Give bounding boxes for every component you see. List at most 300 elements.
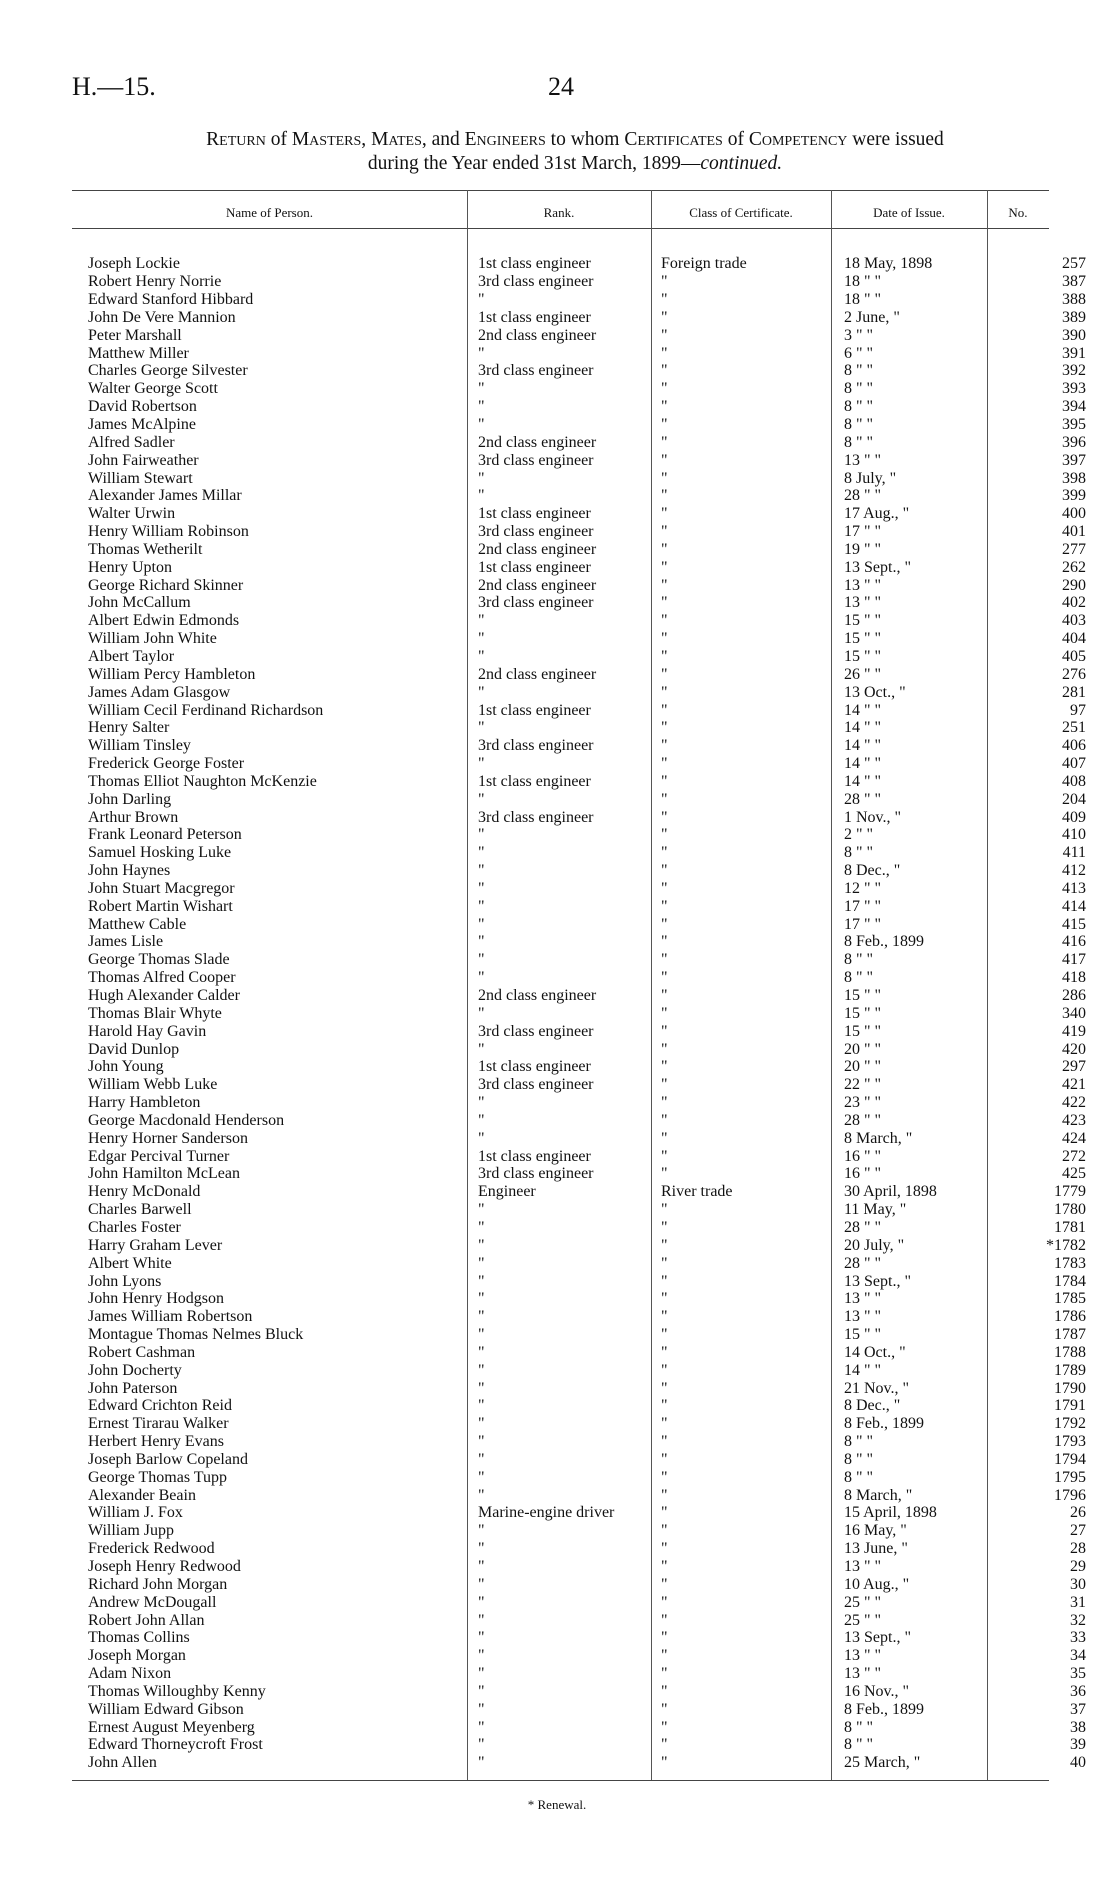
cell-name: Ernest Tirarau Walker — [88, 1415, 229, 1433]
cell-class: " — [661, 505, 668, 523]
cell-rank: " — [478, 1415, 485, 1433]
cell-class: " — [661, 1468, 668, 1486]
cell-rank: 1st class engineer — [478, 772, 591, 790]
cell-rank: " — [478, 630, 485, 648]
cell-rank: " — [478, 416, 485, 434]
cell-rank: 2nd class engineer — [478, 540, 597, 558]
cell-date: 8 " " — [844, 416, 874, 434]
title-word: were issued — [852, 129, 944, 150]
cell-name: Alexander Beain — [88, 1486, 196, 1504]
cell-date: 13 " " — [844, 1558, 882, 1576]
table-row — [88, 558, 1090, 576]
cell-no: 37 — [1070, 1700, 1086, 1718]
cell-no: 277 — [1062, 540, 1086, 558]
cell-date: 25 March, " — [844, 1754, 921, 1772]
cell-name: Albert Edwin Edmonds — [88, 612, 240, 630]
cell-rank: 1st class engineer — [478, 1147, 591, 1165]
cell-class: " — [661, 612, 668, 630]
title-word: Masters, — [291, 129, 367, 150]
cell-no: 391 — [1062, 344, 1086, 362]
cell-rank: " — [478, 1754, 485, 1772]
cell-name: William Percy Hambleton — [88, 665, 256, 683]
cell-rank: " — [478, 1111, 485, 1129]
cell-class: " — [661, 1272, 668, 1290]
table-row — [88, 790, 1090, 808]
cell-name: Albert White — [88, 1254, 172, 1272]
cell-no: 404 — [1062, 630, 1086, 648]
cell-date: 13 " " — [844, 1665, 882, 1683]
cell-class: " — [661, 1379, 668, 1397]
table-row — [88, 362, 1090, 380]
cell-class: " — [661, 1575, 668, 1593]
cell-no: 1779 — [1054, 1183, 1086, 1201]
cell-rank: " — [478, 1218, 485, 1236]
cell-date: 13 Oct., " — [844, 683, 906, 701]
table-row — [88, 1219, 1090, 1237]
cell-rank: Engineer — [478, 1183, 536, 1201]
table-row — [88, 1022, 1090, 1040]
cell-date: 25 " " — [844, 1611, 882, 1629]
cell-no: 27 — [1070, 1522, 1086, 1540]
cell-rank: " — [478, 790, 485, 808]
cell-name: George Richard Skinner — [88, 576, 244, 594]
cell-no: 257 — [1062, 255, 1086, 273]
cell-class: " — [661, 630, 668, 648]
cell-rank: 3rd class engineer — [478, 1022, 594, 1040]
cell-no: 1795 — [1054, 1468, 1086, 1486]
cell-name: Peter Marshall — [88, 326, 182, 344]
cell-no: 410 — [1062, 826, 1086, 844]
table-row — [88, 1754, 1090, 1772]
table-row — [88, 505, 1090, 523]
table-row — [88, 1397, 1090, 1415]
cell-date: 17 " " — [844, 523, 882, 541]
cell-name: James William Robertson — [88, 1308, 253, 1326]
table-row — [88, 255, 1090, 273]
cell-no: 416 — [1062, 933, 1086, 951]
cell-date: 13 Sept., " — [844, 558, 911, 576]
cell-class: " — [661, 1129, 668, 1147]
table-row — [88, 772, 1090, 790]
cell-date: 20 " " — [844, 1058, 882, 1076]
cell-no: 412 — [1062, 862, 1086, 880]
table-row — [88, 487, 1090, 505]
cell-no: 417 — [1062, 951, 1086, 969]
cell-name: Charles Foster — [88, 1218, 181, 1236]
table-row — [88, 398, 1090, 416]
table-row — [88, 1611, 1090, 1629]
cell-rank: " — [478, 1629, 485, 1647]
cell-no: 31 — [1070, 1593, 1086, 1611]
cell-date: 8 " " — [844, 380, 874, 398]
table-row — [88, 1308, 1090, 1326]
cell-date: 26 " " — [844, 665, 882, 683]
cell-rank: " — [478, 915, 485, 933]
cell-name: Henry William Robinson — [88, 523, 249, 541]
table-row — [88, 309, 1090, 327]
table-row — [88, 915, 1090, 933]
cell-date: 25 " " — [844, 1593, 882, 1611]
table-row — [88, 1326, 1090, 1344]
cell-no: 400 — [1062, 505, 1086, 523]
table-row — [88, 1112, 1090, 1130]
table-row — [88, 380, 1090, 398]
cell-rank: 3rd class engineer — [478, 523, 594, 541]
cell-no: 421 — [1062, 1076, 1086, 1094]
table-row — [88, 326, 1090, 344]
cell-class: " — [661, 808, 668, 826]
cell-date: 14 " " — [844, 1361, 882, 1379]
cell-rank: " — [478, 1272, 485, 1290]
table-row — [88, 969, 1090, 987]
cell-name: Harold Hay Gavin — [88, 1022, 207, 1040]
cell-rank: 3rd class engineer — [478, 273, 594, 291]
cell-no: 1789 — [1054, 1361, 1086, 1379]
cell-class: " — [661, 1629, 668, 1647]
cell-class: " — [661, 469, 668, 487]
cell-no: 396 — [1062, 433, 1086, 451]
cell-rank: " — [478, 647, 485, 665]
cell-class: " — [661, 1558, 668, 1576]
page-code: H.—15. — [72, 72, 156, 101]
table-row — [88, 612, 1090, 630]
cell-date: 10 Aug., " — [844, 1575, 910, 1593]
cell-date: 15 " " — [844, 1022, 882, 1040]
cell-rank: 3rd class engineer — [478, 362, 594, 380]
table-row — [88, 1147, 1090, 1165]
cell-no: 40 — [1070, 1754, 1086, 1772]
cell-date: 8 Dec., " — [844, 1397, 901, 1415]
table-row — [88, 808, 1090, 826]
cell-name: Albert Taylor — [88, 647, 175, 665]
cell-date: 21 Nov., " — [844, 1379, 910, 1397]
cell-no: 251 — [1062, 719, 1086, 737]
cell-no: 290 — [1062, 576, 1086, 594]
cell-class: " — [661, 1201, 668, 1219]
cell-name: Edgar Percival Turner — [88, 1147, 230, 1165]
cell-name: Thomas Blair Whyte — [88, 1004, 222, 1022]
title-word: Certificates — [624, 129, 723, 150]
cell-date: 14 " " — [844, 719, 882, 737]
table-row — [88, 469, 1090, 487]
cell-rank: " — [478, 1433, 485, 1451]
cell-class: " — [661, 1540, 668, 1558]
title-word: Return — [206, 129, 266, 150]
cell-no: 403 — [1062, 612, 1086, 630]
cell-rank: " — [478, 1682, 485, 1700]
cell-date: 14 " " — [844, 701, 882, 719]
cell-class: " — [661, 1433, 668, 1451]
cell-rank: " — [478, 1129, 485, 1147]
table-row — [88, 273, 1090, 291]
cell-date: 2 June, " — [844, 308, 900, 326]
cell-rank: " — [478, 1343, 485, 1361]
cell-rank: 3rd class engineer — [478, 451, 594, 469]
table-header-rule — [72, 228, 1049, 229]
cell-name: John Fairweather — [88, 451, 199, 469]
cell-class: " — [661, 326, 668, 344]
table-row — [88, 987, 1090, 1005]
cell-name: Thomas Wetherilt — [88, 540, 203, 558]
cell-class: " — [661, 879, 668, 897]
cell-no: 394 — [1062, 398, 1086, 416]
cell-date: 16 " " — [844, 1147, 882, 1165]
table-row — [88, 1700, 1090, 1718]
cell-no: 34 — [1070, 1647, 1086, 1665]
cell-class: " — [661, 1058, 668, 1076]
table-row — [88, 1183, 1090, 1201]
cell-date: 8 " " — [844, 1718, 874, 1736]
title-word: to whom — [550, 129, 620, 150]
cell-name: Andrew McDougall — [88, 1593, 217, 1611]
cell-no: 30 — [1070, 1575, 1086, 1593]
table-row — [88, 1433, 1090, 1451]
cell-no: 409 — [1062, 808, 1086, 826]
cell-date: 28 " " — [844, 1218, 882, 1236]
cell-date: 17 " " — [844, 897, 882, 915]
cell-rank: " — [478, 1718, 485, 1736]
cell-class: " — [661, 987, 668, 1005]
cell-no: 97 — [1070, 701, 1086, 719]
cell-no: 389 — [1062, 308, 1086, 326]
table-bottom-rule — [72, 1780, 1049, 1781]
cell-name: Charles George Silvester — [88, 362, 248, 380]
cell-date: 8 " " — [844, 398, 874, 416]
cell-class: " — [661, 1665, 668, 1683]
cell-name: Robert Martin Wishart — [88, 897, 233, 915]
cell-rank: 2nd class engineer — [478, 576, 597, 594]
cell-class: " — [661, 1486, 668, 1504]
certificate-table-body — [88, 255, 1090, 1772]
cell-no: 408 — [1062, 772, 1086, 790]
table-row — [88, 1254, 1090, 1272]
cell-date: 13 " " — [844, 1647, 882, 1665]
table-row — [88, 1718, 1090, 1736]
cell-date: 8 " " — [844, 1433, 874, 1451]
cell-rank: " — [478, 291, 485, 309]
cell-no: *1782 — [1046, 1236, 1086, 1254]
cell-name: Hugh Alexander Calder — [88, 987, 240, 1005]
cell-date: 28 " " — [844, 790, 882, 808]
cell-no: 411 — [1062, 844, 1086, 862]
cell-name: John Young — [88, 1058, 164, 1076]
cell-rank: " — [478, 612, 485, 630]
cell-class: " — [661, 1754, 668, 1772]
footnote: * Renewal. — [527, 1797, 587, 1812]
table-row — [88, 1415, 1090, 1433]
cell-rank: " — [478, 1308, 485, 1326]
cell-rank: " — [478, 469, 485, 487]
cell-rank: 3rd class engineer — [478, 1076, 594, 1094]
cell-no: 1785 — [1054, 1290, 1086, 1308]
cell-date: 8 " " — [844, 433, 874, 451]
cell-no: 29 — [1070, 1558, 1086, 1576]
column-header-name: Name of Person. — [225, 205, 313, 220]
cell-no: 272 — [1062, 1147, 1086, 1165]
cell-no: 387 — [1062, 273, 1086, 291]
cell-name: John De Vere Mannion — [88, 308, 236, 326]
cell-class: " — [661, 665, 668, 683]
cell-no: 414 — [1062, 897, 1086, 915]
cell-date: 18 May, 1898 — [844, 255, 933, 273]
cell-class: " — [661, 308, 668, 326]
cell-rank: " — [478, 1700, 485, 1718]
cell-class: " — [661, 523, 668, 541]
cell-class: " — [661, 1218, 668, 1236]
cell-class: " — [661, 1415, 668, 1433]
table-row — [88, 1379, 1090, 1397]
cell-date: 15 April, 1898 — [844, 1504, 937, 1522]
table-row — [88, 1040, 1090, 1058]
cell-name: James McAlpine — [88, 416, 196, 434]
cell-name: Henry Horner Sanderson — [88, 1129, 248, 1147]
cell-name: John Allen — [88, 1754, 157, 1772]
cell-rank: 1st class engineer — [478, 255, 591, 273]
cell-class: Foreign trade — [661, 255, 747, 273]
table-row — [88, 630, 1090, 648]
cell-class: " — [661, 594, 668, 612]
cell-name: Thomas Willoughby Kenny — [88, 1682, 266, 1700]
cell-date: 8 Dec., " — [844, 862, 901, 880]
cell-name: William Jupp — [88, 1522, 175, 1540]
table-row — [88, 1647, 1090, 1665]
cell-no: 390 — [1062, 326, 1086, 344]
cell-no: 388 — [1062, 291, 1086, 309]
cell-rank: " — [478, 1004, 485, 1022]
table-row — [88, 1094, 1090, 1112]
cell-class: " — [661, 1308, 668, 1326]
cell-rank: " — [478, 719, 485, 737]
table-row — [88, 1058, 1090, 1076]
page-number: 24 — [548, 72, 574, 101]
cell-rank: " — [478, 1522, 485, 1540]
cell-date: 19 " " — [844, 540, 882, 558]
cell-class: " — [661, 1522, 668, 1540]
table-row — [88, 433, 1090, 451]
cell-rank: " — [478, 1575, 485, 1593]
cell-no: 35 — [1070, 1665, 1086, 1683]
cell-rank: " — [478, 933, 485, 951]
cell-no: 1788 — [1054, 1343, 1086, 1361]
cell-name: Herbert Henry Evans — [88, 1433, 224, 1451]
cell-date: 8 Feb., 1899 — [844, 1700, 924, 1718]
cell-name: Charles Barwell — [88, 1201, 192, 1219]
cell-rank: " — [478, 844, 485, 862]
cell-class: " — [661, 344, 668, 362]
cell-class: " — [661, 1165, 668, 1183]
cell-no: 1793 — [1054, 1433, 1086, 1451]
cell-name: George Macdonald Henderson — [88, 1111, 285, 1129]
table-row — [88, 576, 1090, 594]
cell-class: " — [661, 1450, 668, 1468]
cell-rank: " — [478, 1397, 485, 1415]
cell-date: 15 " " — [844, 987, 882, 1005]
cell-date: 13 " " — [844, 451, 882, 469]
cell-name: Frederick George Foster — [88, 755, 245, 773]
cell-date: 13 " " — [844, 576, 882, 594]
cell-class: " — [661, 826, 668, 844]
cell-rank: 2nd class engineer — [478, 326, 597, 344]
cell-rank: " — [478, 1450, 485, 1468]
cell-date: 2 " " — [844, 826, 874, 844]
cell-class: " — [661, 291, 668, 309]
cell-rank: " — [478, 1647, 485, 1665]
table-row — [88, 951, 1090, 969]
cell-rank: " — [478, 1558, 485, 1576]
cell-no: 399 — [1062, 487, 1086, 505]
cell-date: 15 " " — [844, 1326, 882, 1344]
cell-date: 14 " " — [844, 772, 882, 790]
cell-name: Frederick Redwood — [88, 1540, 215, 1558]
cell-no: 398 — [1062, 469, 1086, 487]
cell-rank: " — [478, 897, 485, 915]
cell-class: " — [661, 1254, 668, 1272]
cell-rank: " — [478, 755, 485, 773]
cell-date: 23 " " — [844, 1094, 882, 1112]
cell-name: John Haynes — [88, 862, 171, 880]
cell-class: " — [661, 683, 668, 701]
column-header-rank: Rank. — [543, 205, 575, 220]
cell-name: David Robertson — [88, 398, 197, 416]
cell-class: " — [661, 1236, 668, 1254]
cell-date: 13 " " — [844, 1290, 882, 1308]
cell-no: 1781 — [1054, 1218, 1086, 1236]
cell-name: David Dunlop — [88, 1040, 180, 1058]
cell-no: 1786 — [1054, 1308, 1086, 1326]
cell-name: George Thomas Tupp — [88, 1468, 227, 1486]
cell-class: " — [661, 951, 668, 969]
cell-name: Edward Stanford Hibbard — [88, 291, 254, 309]
cell-class: " — [661, 540, 668, 558]
cell-no: 1783 — [1054, 1254, 1086, 1272]
cell-class: " — [661, 701, 668, 719]
cell-rank: 1st class engineer — [478, 558, 591, 576]
cell-rank: " — [478, 1326, 485, 1344]
cell-class: " — [661, 933, 668, 951]
cell-rank: Marine-engine driver — [478, 1504, 615, 1522]
cell-class: " — [661, 1040, 668, 1058]
cell-rank: 3rd class engineer — [478, 737, 594, 755]
cell-no: 38 — [1070, 1718, 1086, 1736]
cell-name: Robert Henry Norrie — [88, 273, 222, 291]
cell-no: 1794 — [1054, 1450, 1086, 1468]
cell-name: Matthew Miller — [88, 344, 189, 362]
cell-name: Samuel Hosking Luke — [88, 844, 232, 862]
cell-date: 28 " " — [844, 1254, 882, 1272]
cell-no: 286 — [1062, 987, 1086, 1005]
cell-rank: 1st class engineer — [478, 505, 591, 523]
cell-class: " — [661, 1361, 668, 1379]
cell-rank: " — [478, 1736, 485, 1754]
cell-class: " — [661, 1504, 668, 1522]
cell-rank: 3rd class engineer — [478, 594, 594, 612]
cell-rank: " — [478, 1593, 485, 1611]
cell-date: 22 " " — [844, 1076, 882, 1094]
table-row — [88, 1504, 1090, 1522]
cell-no: 1790 — [1054, 1379, 1086, 1397]
cell-name: Edward Thorneycroft Frost — [88, 1736, 263, 1754]
cell-date: 13 June, " — [844, 1540, 908, 1558]
table-row — [88, 1540, 1090, 1558]
cell-class: " — [661, 647, 668, 665]
cell-rank: " — [478, 1201, 485, 1219]
cell-class: " — [661, 451, 668, 469]
cell-rank: 1st class engineer — [478, 1058, 591, 1076]
cell-no: 32 — [1070, 1611, 1086, 1629]
cell-name: John Henry Hodgson — [88, 1290, 224, 1308]
table-row — [88, 1468, 1090, 1486]
cell-date: 30 April, 1898 — [844, 1183, 937, 1201]
